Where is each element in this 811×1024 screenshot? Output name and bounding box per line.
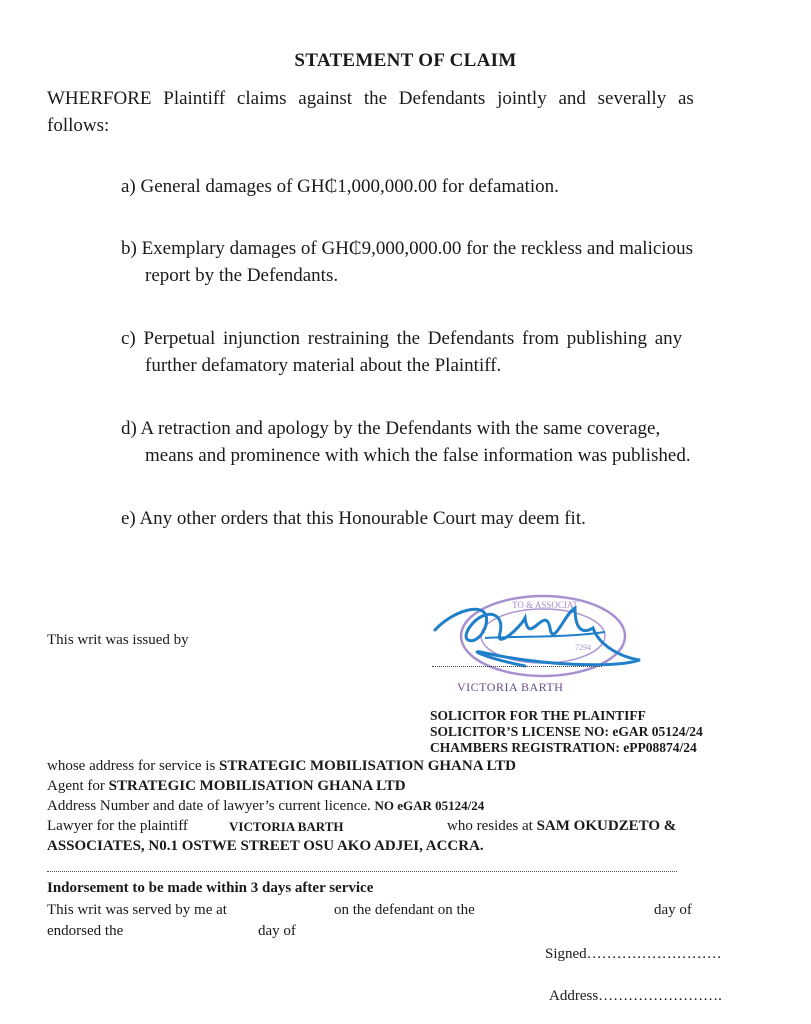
claim-c-line-1: c) Perpetual injunction restraining the Defendants from publishing any [121,328,683,349]
chambers-registration: CHAMBERS REGISTRATION: ePP08874/24 [430,740,697,755]
claim-b-line-2: report by the Defendants. [145,265,339,286]
claim-c-line-2: further defamatory material about the Plaintiff. [145,355,502,376]
document-title: STATEMENT OF CLAIM [294,50,517,71]
signature-line [432,666,602,667]
intro-line-2: follows: [47,115,110,136]
served-label: This writ was served by me at [47,902,227,918]
writ-issued-by: This writ was issued by [47,632,189,648]
signed-line: Signed……………………… [545,946,722,962]
agent-label: Agent for [47,778,105,794]
lawyer-label: Lawyer for the plaintiff [47,818,188,834]
agent-line [47,778,406,795]
day-of-label-2: day of [258,923,296,939]
resides-value: SAM OKUDZETO & [536,818,677,834]
address-for-service [47,758,516,775]
solicitor-license: SOLICITOR’S LICENSE NO: eGAR 05124/24 [430,724,703,739]
svg-text:TO & ASSOCIAT: TO & ASSOCIAT [512,600,578,610]
resides-address: ASSOCIATES, N0.1 OSTWE STREET OSU AKO ADJEI, ACCRA. [47,838,484,854]
claim-a: a) General damages of GH₵1,000,000.00 for defamation. [121,176,559,197]
indorsement-heading: Indorsement to be made within 3 days after service [47,880,374,896]
claim-e: e) Any other orders that this Honourable Court may deem fit. [121,508,586,529]
divider [47,871,677,872]
claim-b-line-1: b) Exemplary damages of GH₵9,000,000.00 for the reckless and malicious [121,238,693,259]
resides-label: who resides at [447,818,533,834]
claim-d-line-2: means and prominence with which the false information was published. [145,445,691,466]
licence-line [47,798,484,815]
agent-value: STRATEGIC MOBILISATION GHANA LTD [108,778,406,794]
intro-line-1: WHERFORE Plaintiff claims against the Defendants jointly and severally as [47,88,694,109]
address-line: Address……………………. [549,988,722,1004]
defendant-label: on the defendant on the [334,902,475,918]
address-label: whose address for service is [47,758,216,774]
lawyer-name: VICTORIA BARTH [229,819,344,834]
endorsed-label: endorsed the [47,923,124,939]
licence-label: Address Number and date of lawyer’s current licence. [47,798,371,814]
solicitor-title: SOLICITOR FOR THE PLAINTIFF [430,708,646,723]
day-of-label: day of [654,902,692,918]
address-value: STRATEGIC MOBILISATION GHANA LTD [219,758,516,774]
licence-value: NO eGAR 05124/24 [374,798,485,813]
resides-line [447,818,676,835]
svg-text:7294: 7294 [575,643,591,652]
stamp-name: VICTORIA BARTH [457,680,564,694]
claim-d-line-1: d) A retraction and apology by the Defendants with the same coverage, [121,418,661,439]
